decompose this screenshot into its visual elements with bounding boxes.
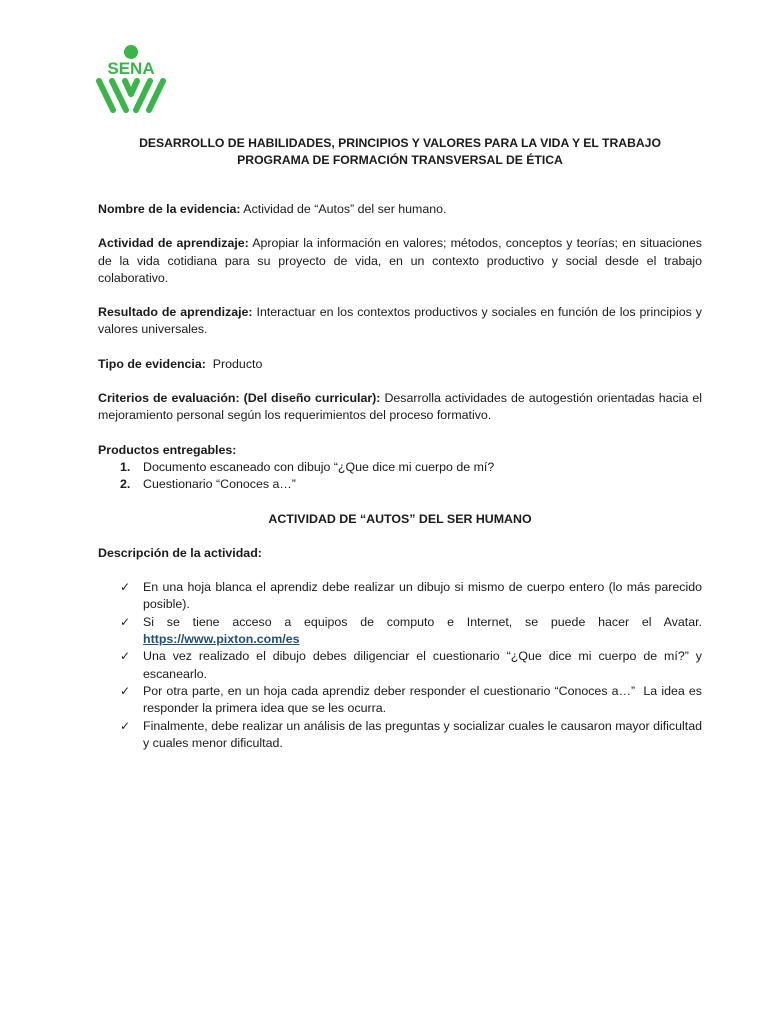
list-item-text: Documento escaneado con dibujo “¿Que dice mi cuerpo de mí? xyxy=(143,459,495,474)
field-resultado xyxy=(98,304,702,339)
section-title: ACTIVIDAD DE “AUTOS” DEL SER HUMANO xyxy=(268,511,532,526)
document-body xyxy=(98,201,706,752)
field-criterios xyxy=(98,390,702,425)
sena-logo xyxy=(96,44,166,114)
title-line-1: DESARROLLO DE HABILIDADES, PRINCIPIOS Y VALORES PARA LA VIDA Y EL TRABAJO xyxy=(139,136,661,150)
logo-text: SENA xyxy=(107,59,155,78)
field-actividad-label: Actividad de aprendizaje: xyxy=(98,236,249,251)
field-tipo xyxy=(98,356,702,373)
logo-stroke-6 xyxy=(131,81,137,94)
productos-list xyxy=(98,459,702,494)
document-header xyxy=(98,135,702,169)
field-criterios-label: Criterios de evaluación: (Del diseño curricular): xyxy=(98,391,381,406)
field-actividad xyxy=(98,235,702,287)
list-item xyxy=(98,459,702,476)
list-item-text: Una vez realizado el dibujo debes diligenciar el cuestionario “¿Que dice mi cuerpo de mí?” y escanearlo. xyxy=(143,649,702,681)
field-evidencia-label: Nombre de la evidencia: xyxy=(98,202,241,216)
field-tipo-label: Tipo de evidencia: xyxy=(98,356,206,371)
field-actividad-value: Apropiar la información en valores; métodos, conceptos y teorías; en situaciones de la vida cotidiana para su proyecto de vida, en un contexto productivo y social desde el trabajo colaborativo. xyxy=(98,236,702,285)
list-item-number: 2. xyxy=(120,477,131,492)
field-evidencia xyxy=(98,201,702,218)
field-tipo-value: Producto xyxy=(205,356,263,371)
pixton-link[interactable]: https://www.pixton.com/es xyxy=(143,632,300,647)
checkmark-icon: ✓ xyxy=(120,649,131,664)
list-item-text: Finalmente, debe realizar un análisis de las preguntas y socializar cuales le causaron mayor dificultad y cuales menor dificultad. xyxy=(143,718,702,750)
list-item-text: Cuestionario “Conoces a…” xyxy=(143,477,296,492)
checkmark-icon: ✓ xyxy=(120,580,131,595)
logo-head xyxy=(124,45,138,59)
checkmark-icon: ✓ xyxy=(120,683,131,698)
field-resultado-label: Resultado de aprendizaje: xyxy=(98,305,253,320)
list-item xyxy=(98,614,702,649)
title-line-2: PROGRAMA DE FORMACIÓN TRANSVERSAL DE ÉTICA xyxy=(237,153,563,167)
list-item xyxy=(98,718,702,753)
productos-label: Productos entregables: xyxy=(98,442,237,457)
activity-checklist xyxy=(98,579,706,752)
field-criterios-value: Desarrolla actividades de autogestión orientadas hacia el mejoramiento personal según los requerimientos del proceso formativo. xyxy=(98,391,702,423)
list-item xyxy=(98,476,702,493)
field-evidencia-value: Actividad de “Autos” del ser humano. xyxy=(240,202,447,216)
list-item-number: 1. xyxy=(120,459,131,474)
checkmark-icon: ✓ xyxy=(120,614,131,629)
field-resultado-value: Interactuar en los contextos productivos y sociales en función de los principios y valores universales. xyxy=(98,305,703,337)
list-item-text: Por otra parte, en un hoja cada aprendiz deber responder el cuestionario “Conoces a…” La idea es responder la primera idea que se les ocurra. xyxy=(143,683,706,716)
list-item xyxy=(98,683,706,718)
list-item xyxy=(98,579,702,614)
checkmark-icon: ✓ xyxy=(120,718,131,733)
list-item xyxy=(98,648,702,683)
descripcion-label: Descripción de la actividad: xyxy=(98,545,262,560)
list-item-text: Si se tiene acceso a equipos de computo e Internet, se puede hacer el Avatar. xyxy=(143,614,702,629)
list-item-text: En una hoja blanca el aprendiz debe realizar un dibujo si mismo de cuerpo entero (lo más parecido posible). xyxy=(143,580,702,612)
